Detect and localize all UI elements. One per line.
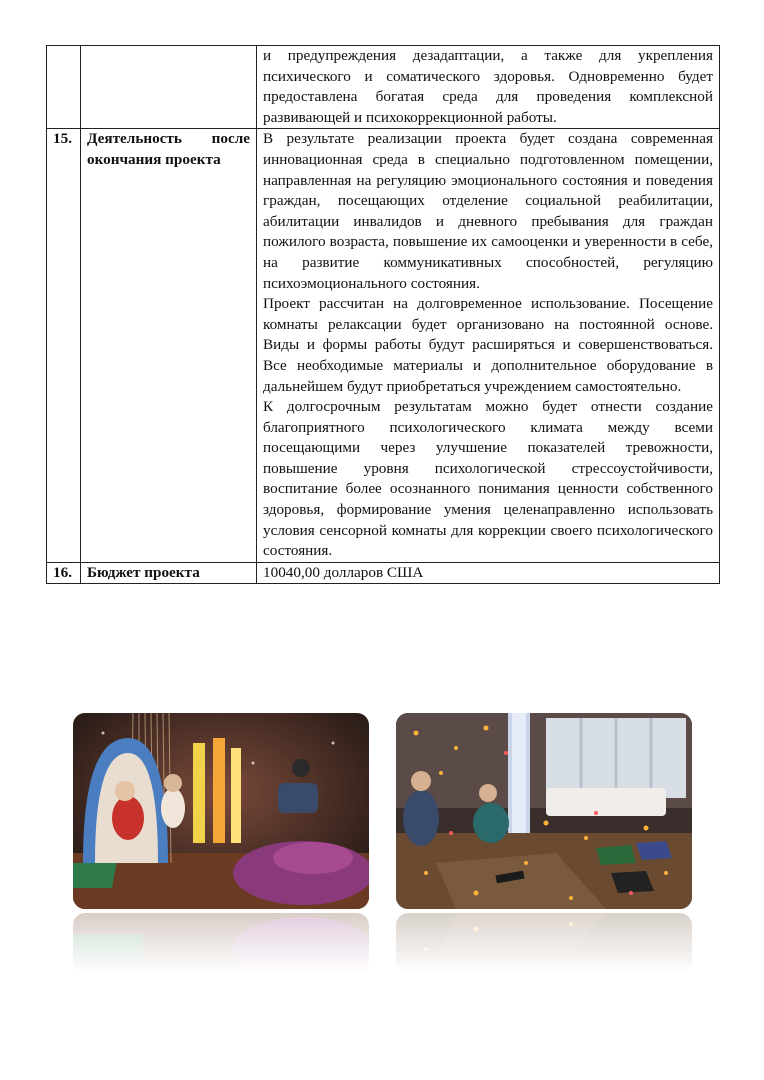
row-content [257,562,720,584]
project-table [46,45,720,584]
relaxation-room-photo-right [396,713,692,909]
row-content [257,129,720,562]
row-label: Бюджет проекта [81,562,257,584]
sensory-room-photo-left [73,713,369,909]
row-number [47,46,81,129]
table-row [47,562,720,584]
photo-reflection [73,913,369,973]
paragraph: К долгосрочным результатам можно будет отнести создание благоприятного психологического климата между всеми посещающими через улучшение показателей тревожности, повышение уровня психологической стрессоустойчивости, воспитание более осознанного понимания ценности собственного здоровья, формирование умения целенаправленно использовать условия сенсорной комнаты для коррекции своего психологического состояния. [263,398,713,560]
photo-strip [73,713,693,973]
paragraph: 10040,00 долларов США [263,563,424,581]
row-number: 15. [47,129,81,562]
paragraph: и предупреждения дезадаптации, а также для укрепления психического и соматического здоровья. Одновременно будет предоставлена богатая среда для проведения комплексной развивающей и психокоррекционной работы. [263,47,713,126]
row-label [81,46,257,129]
row-content [257,46,720,129]
photo-reflection [396,913,692,973]
row-label: Деятельность после окончания проекта [81,129,257,562]
table-row [47,129,720,562]
paragraph: В результате реализации проекта будет создана современная инновационная среда в специально подготовленном помещении, направленная на регуляцию эмоционального состояния и поведения граждан, посещающих отделение социальной реабилитации, абилитации инвалидов и дневного пребывания для граждан пожилого возраста, повышение их самооценки и уверенности в себе, на развитие коммуникативных способностей, регуляцию психоэмоционального состояния. [263,130,713,292]
paragraph: Проект рассчитан на долговременное использование. Посещение комнаты релаксации будет организовано на постоянной основе. Виды и формы работы будут расширяться и совершенствоваться. Все необходимые материалы и дополнительное оборудование в дальнейшем будут приобретаться учреждением самостоятельно. [263,295,713,395]
row-number: 16. [47,562,81,584]
table-row [47,46,720,129]
